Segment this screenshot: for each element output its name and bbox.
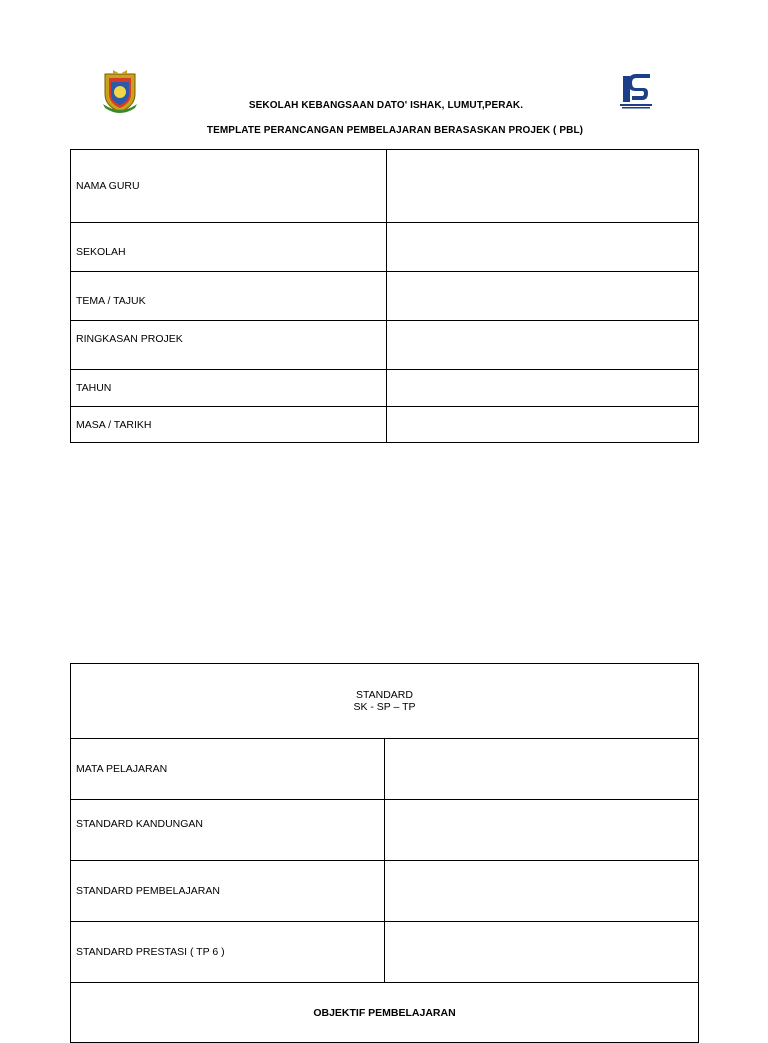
objektif-heading: OBJEKTIF PEMBELAJARAN bbox=[71, 983, 699, 1043]
table-row bbox=[71, 150, 699, 223]
table-row bbox=[71, 922, 699, 983]
school-name: SEKOLAH KEBANGSAAN DATO' ISHAK, LUMUT,PERAK. bbox=[248, 100, 524, 111]
table-row bbox=[71, 321, 699, 370]
table-row bbox=[71, 664, 699, 739]
table-row bbox=[71, 800, 699, 861]
table-row bbox=[71, 370, 699, 407]
table-row bbox=[71, 983, 699, 1043]
ringkasan-projek-label: RINGKASAN PROJEK bbox=[71, 321, 387, 370]
nama-guru-label: NAMA GURU bbox=[71, 150, 387, 223]
sekolah-field[interactable] bbox=[387, 223, 699, 272]
sekolah-label: SEKOLAH bbox=[71, 223, 387, 272]
tema-tajuk-field[interactable] bbox=[387, 272, 699, 321]
table-row bbox=[71, 407, 699, 443]
info-table bbox=[70, 149, 699, 443]
ringkasan-projek-field[interactable] bbox=[387, 321, 699, 370]
standard-heading-line2: SK - SP – TP bbox=[353, 701, 416, 713]
table-row bbox=[71, 861, 699, 922]
table-row bbox=[71, 272, 699, 321]
masa-tarikh-label: MASA / TARIKH bbox=[71, 407, 387, 443]
standard-prestasi-label: STANDARD PRESTASI ( TP 6 ) bbox=[71, 922, 385, 983]
tahun-field[interactable] bbox=[387, 370, 699, 407]
mata-pelajaran-label: MATA PELAJARAN bbox=[71, 739, 385, 800]
table-row bbox=[71, 223, 699, 272]
standard-pembelajaran-label: STANDARD PEMBELAJARAN bbox=[71, 861, 385, 922]
standard-kandungan-field[interactable] bbox=[385, 800, 699, 861]
mata-pelajaran-field[interactable] bbox=[385, 739, 699, 800]
masa-tarikh-field[interactable] bbox=[387, 407, 699, 443]
tahun-label: TAHUN bbox=[71, 370, 387, 407]
standard-kandungan-label: STANDARD KANDUNGAN bbox=[71, 800, 385, 861]
standard-prestasi-field[interactable] bbox=[385, 922, 699, 983]
standard-heading bbox=[71, 664, 699, 739]
template-title: TEMPLATE PERANCANGAN PEMBELAJARAN BERASASKAN PROJEK ( PBL) bbox=[206, 125, 584, 136]
standard-table bbox=[70, 663, 699, 1043]
table-row bbox=[71, 739, 699, 800]
standard-heading-line1: STANDARD bbox=[356, 689, 413, 701]
standard-pembelajaran-field[interactable] bbox=[385, 861, 699, 922]
nama-guru-field[interactable] bbox=[387, 150, 699, 223]
tema-tajuk-label: TEMA / TAJUK bbox=[71, 272, 387, 321]
